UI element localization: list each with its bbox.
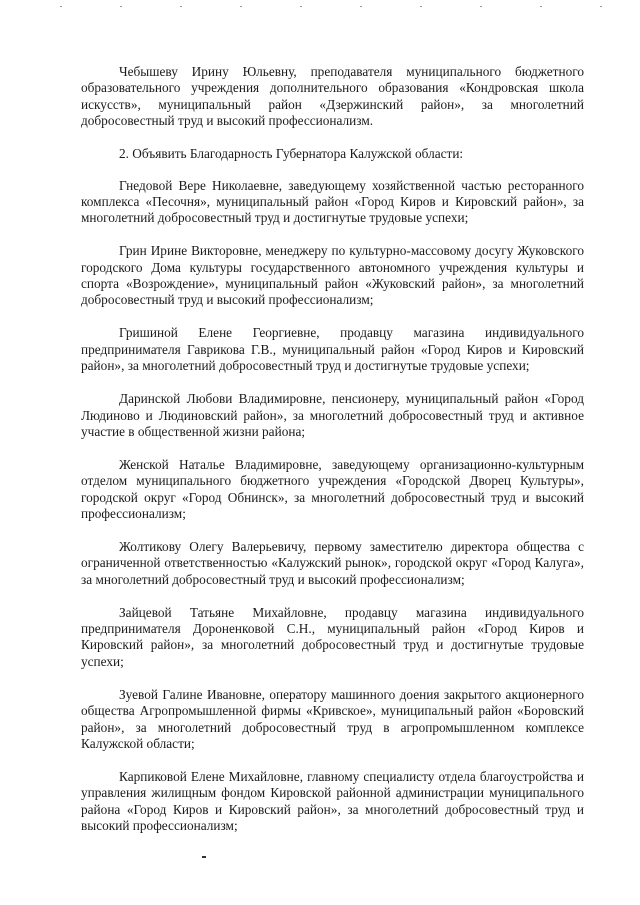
scan-speck xyxy=(120,6,122,7)
paragraph-zhenskaya: Женской Наталье Владимировне, заведующему организационно-культурным отделом муниципального бюджетного учреждения «Городской Дворец Культуры», городской округ «Город Обнинск», за многолетний добросовестный труд и высокий профессионализм; xyxy=(81,456,584,522)
scan-speck xyxy=(240,6,242,7)
paragraph-zholtikov: Жолтикову Олегу Валерьевичу, первому заместителю директора общества с ограниченной ответственностью «Калужский рынок», городской округ «Город Калуга», за многолетний добросовестный труд и высокий профессионализм; xyxy=(81,538,584,587)
paragraph-darinskaya: Даринской Любови Владимировне, пенсионеру, муниципальный район «Город Людиново и Людиновский район», за многолетний добросовестный труд и активное участие в общественной жизни района; xyxy=(81,391,584,439)
scan-speck xyxy=(360,6,362,7)
paragraph-gnedova: Гнедовой Вере Николаевне, заведующему хозяйственной частью ресторанного комплекса «Песочня», муниципальный район «Город Киров и Кировский район», за многолетний добросовестный труд и достигнутые трудовые успехи; xyxy=(81,177,584,226)
document-body xyxy=(81,64,584,851)
section-heading-2: 2. Объявить Благодарность Губернатора Калужской области: xyxy=(119,146,464,162)
paragraph-grishina: Гришиной Елене Георгиевне, продавцу магазина индивидуального предпринимателя Гаврикова Г.В., муниципальный район «Город Киров и Кировский район», за многолетний добросовестный труд и достигнутые трудовые успехи; xyxy=(81,325,584,374)
paragraph-zaitseva: Зайцевой Татьяне Михайловне, продавцу магазина индивидуального предпринимателя Дороненковой С.Н., муниципальный район «Город Киров и Кировский район», за многолетний добросовестный труд и достигнутые трудовые успехи; xyxy=(81,604,584,669)
scan-mark xyxy=(202,856,206,858)
scan-speck xyxy=(600,6,602,7)
paragraph-grin: Грин Ирине Викторовне, менеджеру по культурно-массовому досугу Жуковского городского Дома культуры государственного автономного учреждения культуры и спорта «Возрождение», муниципальный район «Жуковский район», за многолетний добросовестный труд и высокий профессионализм; xyxy=(81,243,584,308)
scan-speck xyxy=(420,6,422,7)
scan-speck xyxy=(480,6,482,7)
paragraph-karpikova: Карпиковой Елене Михайловне, главному специалисту отдела благоустройства и управления жилищным фондом Кировской районной администрации муниципального района «Город Киров и Кировский район», за многолетний добросовестный труд и высокий профессионализм; xyxy=(81,768,584,834)
scan-speck xyxy=(180,6,182,7)
scan-speck xyxy=(60,6,62,7)
scan-speck xyxy=(300,6,302,7)
scan-artifacts xyxy=(0,0,640,14)
paragraph-zueva: Зуевой Галине Ивановне, оператору машинного доения закрытого акционерного общества Агропромышленной фирмы «Кривское», муниципальный район «Боровский район», за многолетний добросовестный труд в агропромышленном комплексе Калужской области; xyxy=(81,686,584,751)
scan-speck xyxy=(540,6,542,7)
paragraph-chebysheva: Чебышеву Ирину Юльевну, преподавателя муниципального бюджетного образовательного учреждения дополнительного образования «Кондровская школа искусств», муниципальный район «Дзержинский район», за многолетний добросовестный труд и высокий профессионализм. xyxy=(81,64,584,129)
